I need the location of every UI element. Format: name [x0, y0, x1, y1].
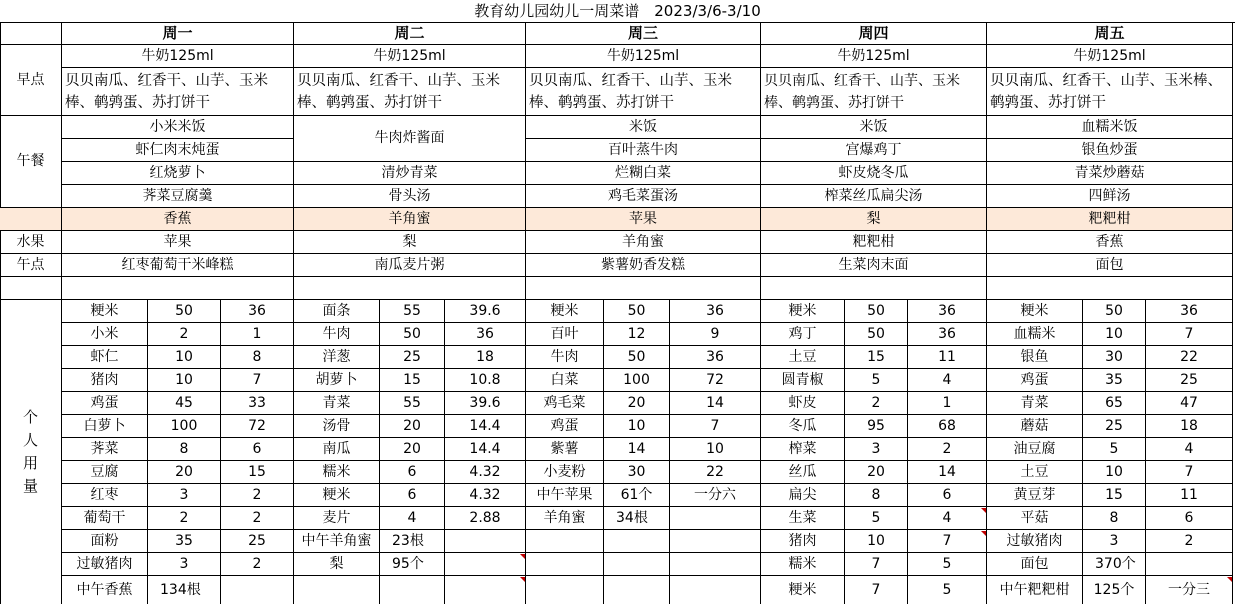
- usage-ingredient[interactable]: [526, 576, 604, 604]
- usage-portion[interactable]: 4: [1146, 438, 1233, 461]
- breakfast-milk[interactable]: 牛奶125ml: [987, 45, 1233, 68]
- usage-ingredient[interactable]: 青菜: [987, 392, 1083, 415]
- usage-portion[interactable]: [670, 507, 761, 530]
- usage-amount[interactable]: 14: [604, 438, 670, 461]
- usage-amount[interactable]: 65: [1083, 392, 1146, 415]
- usage-ingredient[interactable]: 洋葱: [294, 346, 380, 369]
- comment-indicator[interactable]: [1227, 577, 1232, 582]
- usage-ingredient[interactable]: 圆青椒: [761, 369, 845, 392]
- usage-portion[interactable]: 14.4: [445, 415, 526, 438]
- usage-ingredient[interactable]: 鸡蛋: [526, 415, 604, 438]
- blank-cell[interactable]: [526, 277, 761, 300]
- usage-amount[interactable]: 6: [380, 461, 445, 484]
- usage-amount[interactable]: 10: [148, 369, 221, 392]
- usage-portion[interactable]: 14: [908, 461, 987, 484]
- usage-portion[interactable]: 7: [221, 369, 294, 392]
- row-label-personal-usage[interactable]: [0, 300, 62, 604]
- usage-amount[interactable]: 10: [1083, 323, 1146, 346]
- row-label-snack[interactable]: 午点: [0, 254, 62, 277]
- snack-item[interactable]: 生菜肉末面: [761, 254, 987, 277]
- usage-ingredient[interactable]: 虾仁: [62, 346, 148, 369]
- usage-amount[interactable]: 15: [845, 346, 908, 369]
- usage-amount[interactable]: 34根: [604, 507, 670, 530]
- lunch-dish[interactable]: 榨菜丝瓜扁尖汤: [761, 185, 987, 208]
- usage-portion[interactable]: 25: [1146, 369, 1233, 392]
- lunch-dish[interactable]: 银鱼炒蛋: [987, 139, 1233, 162]
- usage-amount[interactable]: 8: [1083, 507, 1146, 530]
- usage-portion[interactable]: 68: [908, 415, 987, 438]
- usage-portion[interactable]: [445, 530, 526, 553]
- usage-amount[interactable]: 15: [380, 369, 445, 392]
- usage-amount[interactable]: 30: [604, 461, 670, 484]
- lunch-dish[interactable]: 四鲜汤: [987, 185, 1233, 208]
- lunch-fruit[interactable]: 苹果: [526, 208, 761, 231]
- usage-portion[interactable]: 2.88: [445, 507, 526, 530]
- usage-portion[interactable]: [1146, 553, 1233, 576]
- lunch-dish[interactable]: 清炒青菜: [294, 162, 526, 185]
- usage-ingredient[interactable]: 冬瓜: [761, 415, 845, 438]
- usage-portion[interactable]: 14.4: [445, 438, 526, 461]
- usage-portion[interactable]: 7: [670, 415, 761, 438]
- usage-ingredient[interactable]: 银鱼: [987, 346, 1083, 369]
- lunch-dish[interactable]: 百叶蒸牛肉: [526, 139, 761, 162]
- usage-amount[interactable]: 2: [845, 392, 908, 415]
- usage-amount[interactable]: 50: [380, 323, 445, 346]
- comment-indicator[interactable]: [981, 531, 986, 536]
- usage-portion[interactable]: 8: [221, 346, 294, 369]
- usage-amount[interactable]: 3: [148, 553, 221, 576]
- lunch-fruit[interactable]: 羊角蜜: [294, 208, 526, 231]
- usage-ingredient[interactable]: 中午羊角蜜: [294, 530, 380, 553]
- usage-ingredient[interactable]: 梨: [294, 553, 380, 576]
- usage-ingredient[interactable]: 血糯米: [987, 323, 1083, 346]
- usage-portion[interactable]: [445, 553, 526, 576]
- lunch-fruit[interactable]: 香蕉: [62, 208, 294, 231]
- usage-amount[interactable]: 45: [148, 392, 221, 415]
- usage-ingredient[interactable]: 百叶: [526, 323, 604, 346]
- fruit-item[interactable]: 香蕉: [987, 231, 1233, 254]
- usage-amount[interactable]: 7: [845, 553, 908, 576]
- lunch-dish[interactable]: 米饭: [526, 116, 761, 139]
- usage-ingredient[interactable]: 胡萝卜: [294, 369, 380, 392]
- usage-portion[interactable]: 36: [670, 346, 761, 369]
- usage-ingredient[interactable]: 过敏猪肉: [62, 553, 148, 576]
- usage-portion[interactable]: 36: [1146, 300, 1233, 323]
- usage-ingredient[interactable]: 紫薯: [526, 438, 604, 461]
- lunch-dish[interactable]: 牛肉炸酱面: [294, 116, 526, 162]
- usage-portion[interactable]: 6: [1146, 507, 1233, 530]
- usage-portion[interactable]: 2: [221, 553, 294, 576]
- usage-ingredient[interactable]: 平菇: [987, 507, 1083, 530]
- usage-ingredient[interactable]: 鸡蛋: [62, 392, 148, 415]
- usage-amount[interactable]: 100: [604, 369, 670, 392]
- usage-amount[interactable]: 370个: [1083, 553, 1146, 576]
- usage-ingredient[interactable]: 猪肉: [761, 530, 845, 553]
- blank-cell[interactable]: [294, 277, 526, 300]
- lunch-fruit-label-cell[interactable]: [0, 208, 62, 231]
- day-header[interactable]: 周三: [526, 22, 761, 45]
- usage-ingredient[interactable]: 粳米: [987, 300, 1083, 323]
- usage-amount[interactable]: 2: [148, 507, 221, 530]
- usage-ingredient[interactable]: 中午苹果: [526, 484, 604, 507]
- usage-ingredient[interactable]: 中午粑粑柑: [987, 576, 1083, 604]
- usage-amount[interactable]: 3: [148, 484, 221, 507]
- comment-indicator[interactable]: [520, 577, 525, 582]
- usage-amount[interactable]: 5: [845, 507, 908, 530]
- usage-portion[interactable]: 36: [908, 323, 987, 346]
- usage-portion[interactable]: 39.6: [445, 300, 526, 323]
- usage-amount[interactable]: 20: [845, 461, 908, 484]
- usage-ingredient[interactable]: 豆腐: [62, 461, 148, 484]
- usage-portion[interactable]: 5: [908, 553, 987, 576]
- usage-amount[interactable]: 4: [380, 507, 445, 530]
- usage-amount[interactable]: 50: [845, 323, 908, 346]
- usage-portion[interactable]: 22: [670, 461, 761, 484]
- lunch-dish[interactable]: 小米米饭: [62, 116, 294, 139]
- day-header[interactable]: 周四: [761, 22, 987, 45]
- usage-ingredient[interactable]: 面粉: [62, 530, 148, 553]
- usage-amount[interactable]: 10: [1083, 461, 1146, 484]
- lunch-dish[interactable]: 荠菜豆腐羹: [62, 185, 294, 208]
- usage-ingredient[interactable]: 面包: [987, 553, 1083, 576]
- fruit-item[interactable]: 苹果: [62, 231, 294, 254]
- usage-ingredient[interactable]: 糯米: [761, 553, 845, 576]
- usage-amount[interactable]: 100: [148, 415, 221, 438]
- usage-ingredient[interactable]: 麦片: [294, 507, 380, 530]
- usage-amount[interactable]: 10: [604, 415, 670, 438]
- usage-portion[interactable]: 22: [1146, 346, 1233, 369]
- fruit-item[interactable]: 羊角蜜: [526, 231, 761, 254]
- usage-ingredient[interactable]: 红枣: [62, 484, 148, 507]
- usage-portion[interactable]: 18: [445, 346, 526, 369]
- breakfast-milk[interactable]: 牛奶125ml: [526, 45, 761, 68]
- usage-portion[interactable]: 6: [221, 438, 294, 461]
- fruit-item[interactable]: 梨: [294, 231, 526, 254]
- usage-portion[interactable]: 7: [908, 530, 987, 553]
- usage-ingredient[interactable]: 蘑菇: [987, 415, 1083, 438]
- usage-portion[interactable]: 4: [908, 507, 987, 530]
- lunch-dish[interactable]: 宫爆鸡丁: [761, 139, 987, 162]
- day-header[interactable]: 周二: [294, 22, 526, 45]
- lunch-dish[interactable]: 血糯米饭: [987, 116, 1233, 139]
- usage-ingredient[interactable]: 扁尖: [761, 484, 845, 507]
- usage-portion[interactable]: 7: [1146, 323, 1233, 346]
- breakfast-items[interactable]: 贝贝南瓜、红香干、山芋、玉米棒、鹌鹑蛋、苏打饼干: [62, 68, 294, 116]
- usage-amount[interactable]: 23根: [380, 530, 445, 553]
- usage-amount[interactable]: 25: [1083, 415, 1146, 438]
- usage-portion[interactable]: 10: [670, 438, 761, 461]
- personal-usage-char: 用: [22, 454, 38, 472]
- breakfast-milk[interactable]: 牛奶125ml: [761, 45, 987, 68]
- usage-ingredient[interactable]: 南瓜: [294, 438, 380, 461]
- usage-portion[interactable]: 47: [1146, 392, 1233, 415]
- usage-amount[interactable]: 3: [1083, 530, 1146, 553]
- blank-cell[interactable]: [62, 277, 294, 300]
- usage-amount[interactable]: 35: [148, 530, 221, 553]
- blank-cell[interactable]: [0, 277, 62, 300]
- usage-amount[interactable]: 35: [1083, 369, 1146, 392]
- usage-amount[interactable]: 55: [380, 300, 445, 323]
- row-label-fruit[interactable]: 水果: [0, 231, 62, 254]
- usage-amount[interactable]: 50: [604, 346, 670, 369]
- usage-portion[interactable]: 36: [221, 300, 294, 323]
- usage-portion[interactable]: 18: [1146, 415, 1233, 438]
- usage-ingredient[interactable]: 白萝卜: [62, 415, 148, 438]
- usage-amount[interactable]: 3: [845, 438, 908, 461]
- usage-amount[interactable]: 20: [148, 461, 221, 484]
- breakfast-items[interactable]: 贝贝南瓜、红香干、山芋、玉米棒、鹌鹑蛋、苏打饼干: [987, 68, 1233, 116]
- usage-amount[interactable]: 8: [148, 438, 221, 461]
- usage-ingredient[interactable]: 鸡蛋: [987, 369, 1083, 392]
- usage-portion[interactable]: 4: [908, 369, 987, 392]
- usage-portion[interactable]: 36: [670, 300, 761, 323]
- blank-cell[interactable]: [987, 277, 1233, 300]
- usage-ingredient[interactable]: 汤骨: [294, 415, 380, 438]
- usage-ingredient[interactable]: 牛肉: [294, 323, 380, 346]
- fruit-item[interactable]: 粑粑柑: [761, 231, 987, 254]
- usage-ingredient[interactable]: 荠菜: [62, 438, 148, 461]
- usage-amount[interactable]: 15: [1083, 484, 1146, 507]
- breakfast-items[interactable]: 贝贝南瓜、红香干、山芋、玉米棒、鹌鹑蛋、苏打饼干: [294, 68, 526, 116]
- usage-amount[interactable]: 50: [1083, 300, 1146, 323]
- usage-portion[interactable]: 25: [221, 530, 294, 553]
- breakfast-items[interactable]: 贝贝南瓜、红香干、山芋、玉米棒、鹌鹑蛋、苏打饼干: [526, 68, 761, 116]
- usage-portion[interactable]: 4.32: [445, 461, 526, 484]
- blank-cell[interactable]: [761, 277, 987, 300]
- lunch-fruit[interactable]: 梨: [761, 208, 987, 231]
- personal-usage-char: 量: [22, 477, 38, 495]
- usage-ingredient[interactable]: 糯米: [294, 461, 380, 484]
- snack-item[interactable]: 南瓜麦片粥: [294, 254, 526, 277]
- usage-ingredient[interactable]: 粳米: [761, 576, 845, 604]
- usage-portion[interactable]: 1: [221, 323, 294, 346]
- usage-ingredient[interactable]: 小米: [62, 323, 148, 346]
- lunch-dish[interactable]: 虾仁肉末炖蛋: [62, 139, 294, 162]
- usage-amount[interactable]: 20: [604, 392, 670, 415]
- usage-portion[interactable]: 2: [221, 507, 294, 530]
- usage-ingredient[interactable]: 过敏猪肉: [987, 530, 1083, 553]
- usage-ingredient[interactable]: 葡萄干: [62, 507, 148, 530]
- usage-portion[interactable]: [670, 553, 761, 576]
- breakfast-milk[interactable]: 牛奶125ml: [294, 45, 526, 68]
- usage-amount[interactable]: 30: [1083, 346, 1146, 369]
- usage-ingredient[interactable]: 牛肉: [526, 346, 604, 369]
- lunch-dish[interactable]: 青菜炒蘑菇: [987, 162, 1233, 185]
- lunch-dish[interactable]: 骨头汤: [294, 185, 526, 208]
- row-label-lunch[interactable]: 午餐: [0, 116, 62, 208]
- usage-amount[interactable]: 8: [845, 484, 908, 507]
- usage-ingredient[interactable]: [526, 553, 604, 576]
- usage-portion[interactable]: 10.8: [445, 369, 526, 392]
- usage-portion[interactable]: 一分六: [670, 484, 761, 507]
- usage-amount[interactable]: 7: [845, 576, 908, 604]
- usage-amount[interactable]: 50: [148, 300, 221, 323]
- usage-amount[interactable]: 2: [148, 323, 221, 346]
- usage-amount[interactable]: 25: [380, 346, 445, 369]
- usage-portion[interactable]: 72: [221, 415, 294, 438]
- lunch-dish[interactable]: 米饭: [761, 116, 987, 139]
- usage-portion[interactable]: 5: [908, 576, 987, 604]
- usage-portion[interactable]: 11: [1146, 484, 1233, 507]
- usage-ingredient[interactable]: 小麦粉: [526, 461, 604, 484]
- usage-amount[interactable]: [604, 576, 670, 604]
- usage-ingredient[interactable]: 粳米: [526, 300, 604, 323]
- usage-ingredient[interactable]: 生菜: [761, 507, 845, 530]
- comment-indicator[interactable]: [981, 508, 986, 513]
- usage-ingredient[interactable]: 油豆腐: [987, 438, 1083, 461]
- breakfast-milk[interactable]: 牛奶125ml: [62, 45, 294, 68]
- usage-portion[interactable]: [670, 576, 761, 604]
- snack-item[interactable]: 面包: [987, 254, 1233, 277]
- usage-amount[interactable]: 134根: [148, 576, 221, 604]
- usage-ingredient[interactable]: 黄豆芽: [987, 484, 1083, 507]
- usage-amount[interactable]: 5: [845, 369, 908, 392]
- usage-portion[interactable]: [670, 530, 761, 553]
- lunch-fruit[interactable]: 粑粑柑: [987, 208, 1233, 231]
- usage-ingredient[interactable]: 土豆: [987, 461, 1083, 484]
- usage-ingredient[interactable]: 中午香蕉: [62, 576, 148, 604]
- usage-amount[interactable]: [380, 576, 445, 604]
- row-label-breakfast[interactable]: 早点: [0, 45, 62, 116]
- usage-ingredient[interactable]: 面条: [294, 300, 380, 323]
- usage-ingredient[interactable]: 羊角蜜: [526, 507, 604, 530]
- personal-usage-char: 个: [22, 408, 38, 426]
- usage-portion[interactable]: [445, 576, 526, 604]
- usage-amount[interactable]: 50: [845, 300, 908, 323]
- usage-amount[interactable]: 50: [604, 300, 670, 323]
- usage-ingredient[interactable]: 丝瓜: [761, 461, 845, 484]
- usage-ingredient[interactable]: 猪肉: [62, 369, 148, 392]
- usage-portion[interactable]: 7: [1146, 461, 1233, 484]
- usage-amount[interactable]: 10: [845, 530, 908, 553]
- usage-amount[interactable]: 95: [845, 415, 908, 438]
- usage-amount[interactable]: 5: [1083, 438, 1146, 461]
- snack-item[interactable]: 紫薯奶香发糕: [526, 254, 761, 277]
- usage-ingredient[interactable]: 虾皮: [761, 392, 845, 415]
- usage-portion[interactable]: 9: [670, 323, 761, 346]
- usage-ingredient[interactable]: 粳米: [294, 484, 380, 507]
- lunch-dish[interactable]: 烂糊白菜: [526, 162, 761, 185]
- usage-ingredient[interactable]: 鸡毛菜: [526, 392, 604, 415]
- usage-portion[interactable]: 14: [670, 392, 761, 415]
- usage-amount[interactable]: 61个: [604, 484, 670, 507]
- usage-ingredient[interactable]: 榨菜: [761, 438, 845, 461]
- usage-portion[interactable]: 36: [908, 300, 987, 323]
- usage-portion[interactable]: 33: [221, 392, 294, 415]
- usage-amount[interactable]: 55: [380, 392, 445, 415]
- usage-portion[interactable]: 1: [908, 392, 987, 415]
- usage-ingredient[interactable]: [294, 576, 380, 604]
- usage-portion[interactable]: 4.32: [445, 484, 526, 507]
- usage-amount[interactable]: 6: [380, 484, 445, 507]
- usage-amount[interactable]: 125个: [1083, 576, 1146, 604]
- lunch-dish[interactable]: 红烧萝卜: [62, 162, 294, 185]
- usage-portion[interactable]: 36: [445, 323, 526, 346]
- usage-amount[interactable]: [604, 530, 670, 553]
- usage-amount[interactable]: 95个: [380, 553, 445, 576]
- usage-ingredient[interactable]: 土豆: [761, 346, 845, 369]
- usage-portion[interactable]: 2: [908, 438, 987, 461]
- day-header[interactable]: 周五: [987, 22, 1233, 45]
- usage-ingredient[interactable]: 青菜: [294, 392, 380, 415]
- usage-amount[interactable]: 12: [604, 323, 670, 346]
- lunch-dish[interactable]: 虾皮烧冬瓜: [761, 162, 987, 185]
- usage-ingredient[interactable]: 鸡丁: [761, 323, 845, 346]
- corner-cell[interactable]: [0, 22, 62, 45]
- usage-portion[interactable]: 15: [221, 461, 294, 484]
- usage-portion[interactable]: 39.6: [445, 392, 526, 415]
- usage-ingredient[interactable]: 粳米: [761, 300, 845, 323]
- usage-amount[interactable]: [604, 553, 670, 576]
- breakfast-items[interactable]: 贝贝南瓜、红香干、山芋、玉米棒、鹌鹑蛋、苏打饼干: [761, 68, 987, 116]
- usage-portion[interactable]: 72: [670, 369, 761, 392]
- usage-ingredient[interactable]: 粳米: [62, 300, 148, 323]
- personal-usage-char: 人: [22, 431, 38, 449]
- usage-portion[interactable]: 6: [908, 484, 987, 507]
- day-header[interactable]: 周一: [62, 22, 294, 45]
- usage-amount[interactable]: 20: [380, 438, 445, 461]
- snack-item[interactable]: 红枣葡萄干米峰糕: [62, 254, 294, 277]
- usage-portion[interactable]: 2: [221, 484, 294, 507]
- lunch-dish[interactable]: 鸡毛菜蛋汤: [526, 185, 761, 208]
- comment-indicator[interactable]: [520, 554, 525, 559]
- usage-portion[interactable]: 2: [1146, 530, 1233, 553]
- usage-portion[interactable]: 11: [908, 346, 987, 369]
- usage-portion[interactable]: [221, 576, 294, 604]
- usage-amount[interactable]: 20: [380, 415, 445, 438]
- usage-amount[interactable]: 10: [148, 346, 221, 369]
- sheet-title: 教育幼儿园幼儿一周菜谱 2023/3/6-3/10: [474, 1, 761, 20]
- usage-ingredient[interactable]: 白菜: [526, 369, 604, 392]
- usage-portion[interactable]: 一分三: [1146, 576, 1233, 604]
- usage-ingredient[interactable]: [526, 530, 604, 553]
